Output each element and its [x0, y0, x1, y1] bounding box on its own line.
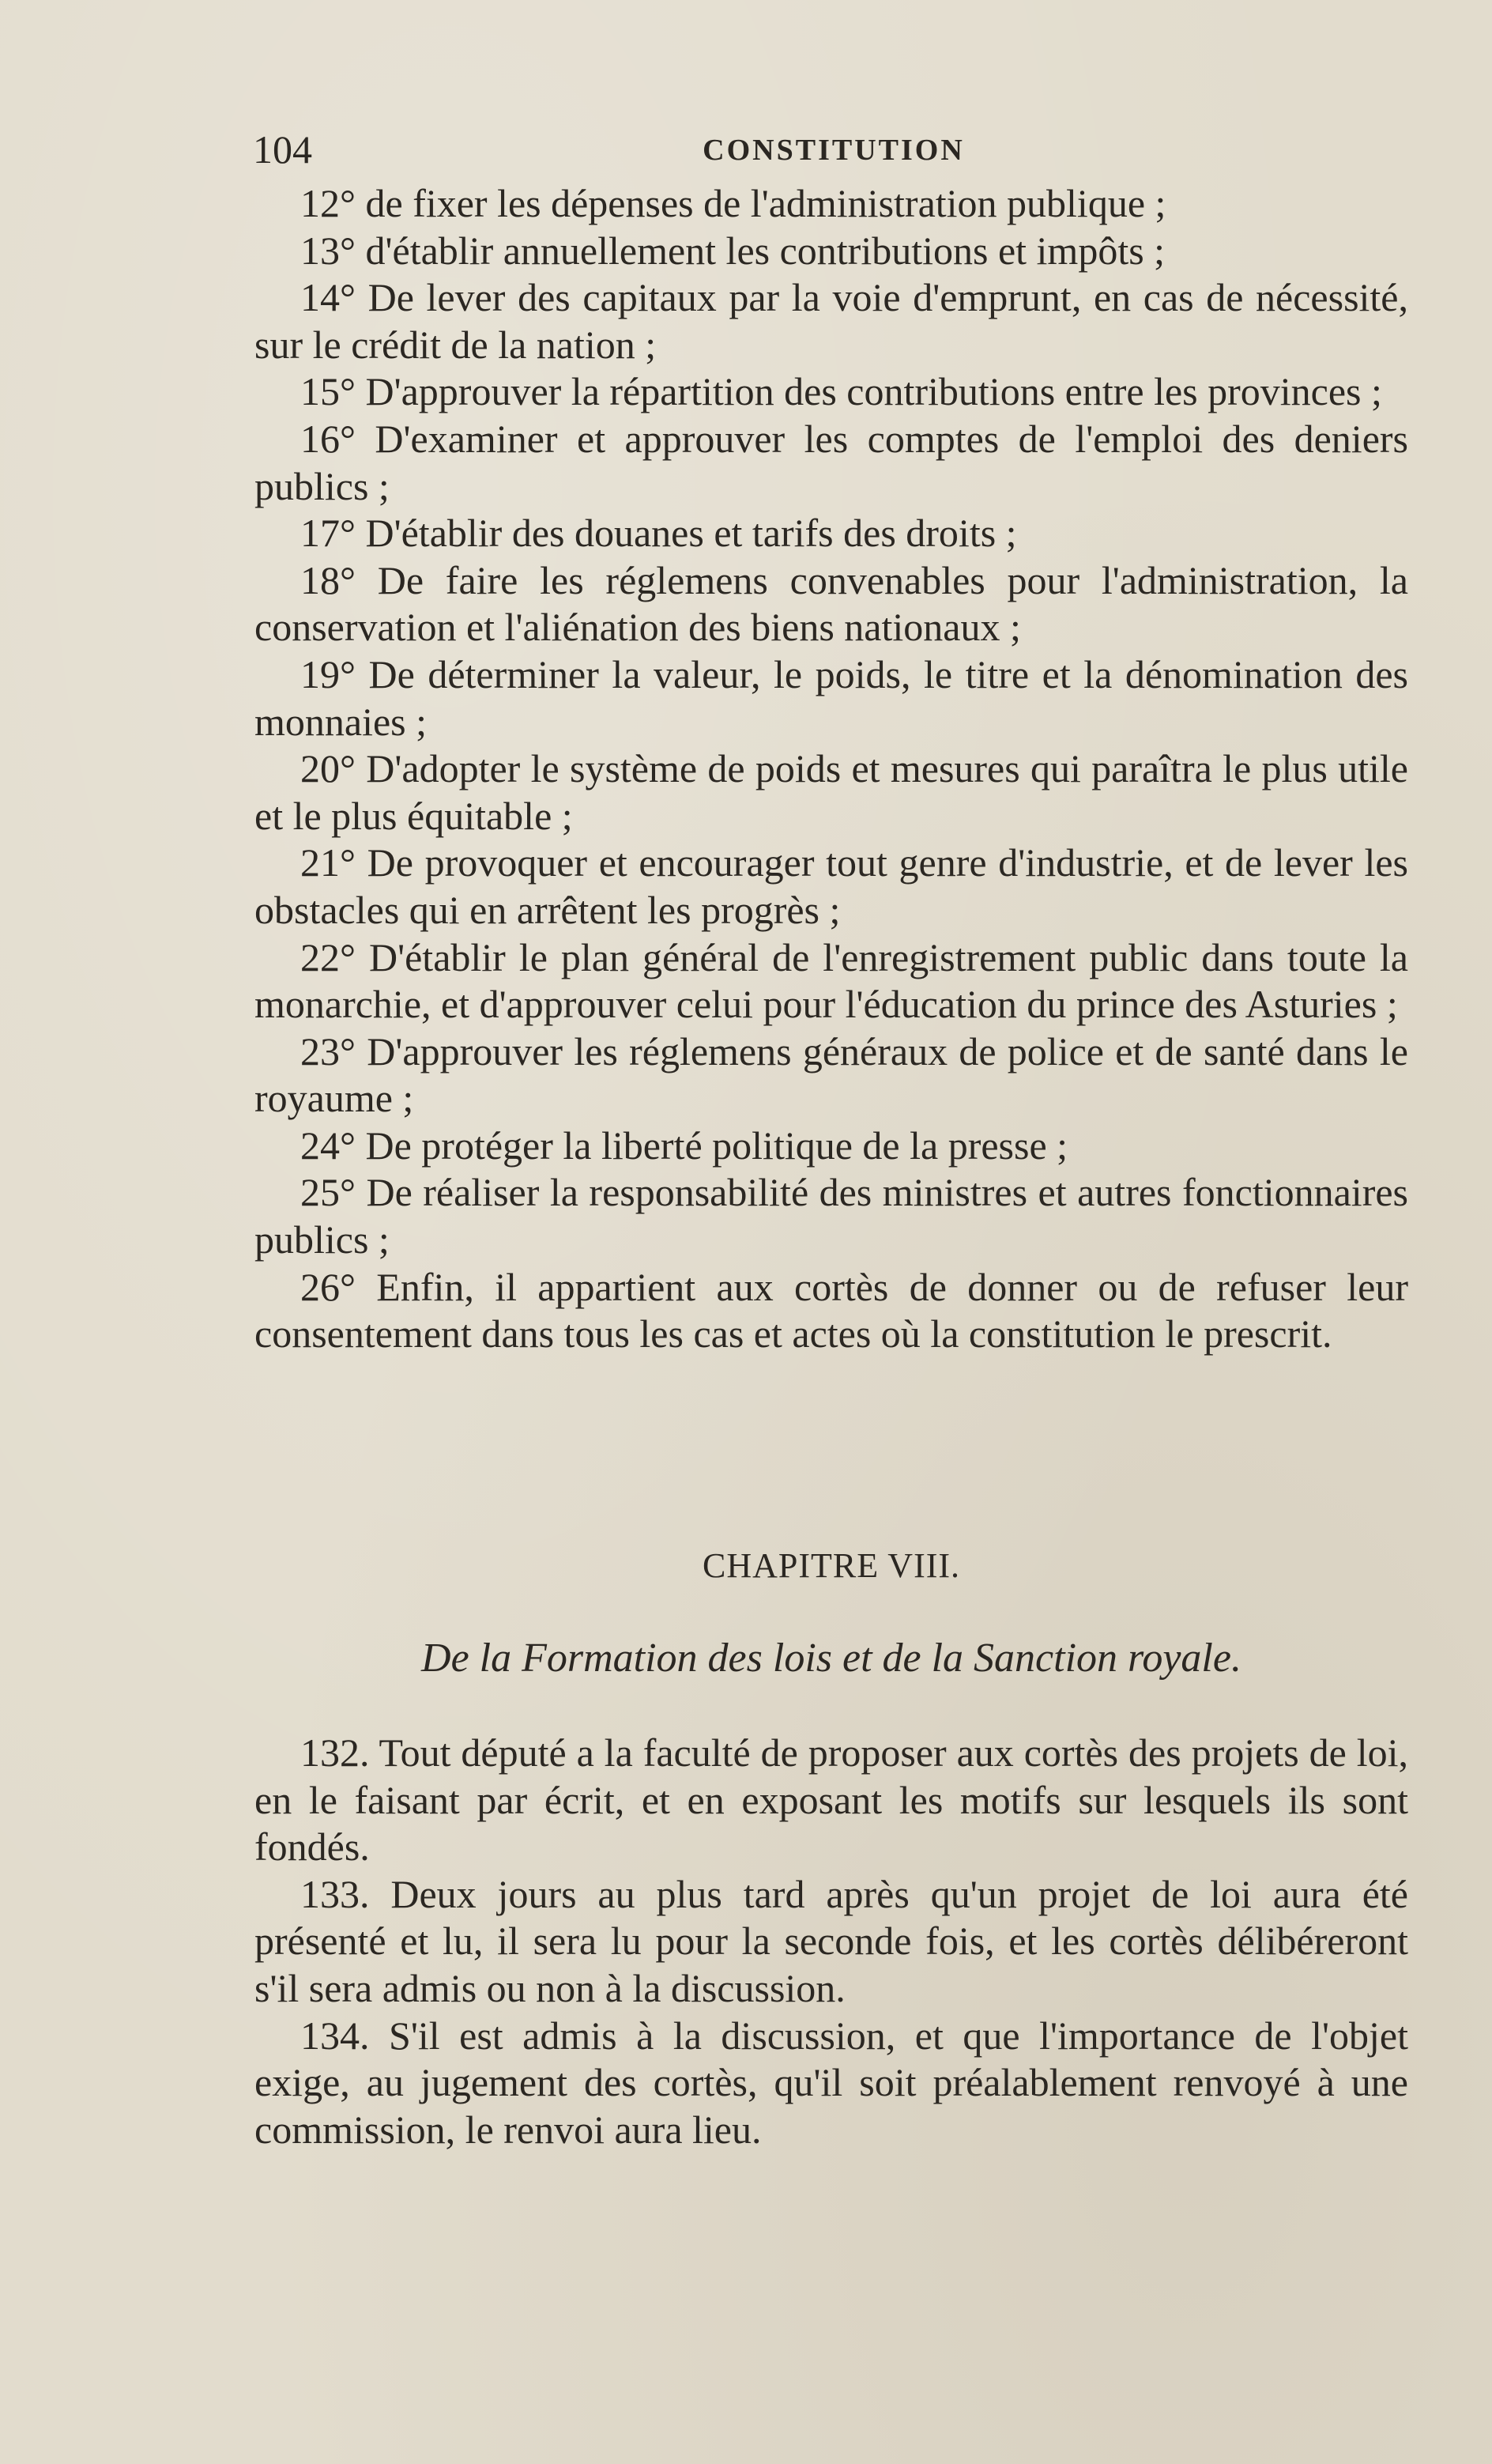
- list-item: 14° De lever des capitaux par la voie d'emprunt, en cas de nécessité, sur le crédit de la nation ;: [254, 275, 1408, 367]
- list-item: 25° De réaliser la responsabilité des ministres et autres fonctionnaires publics ;: [254, 1170, 1408, 1262]
- list-item: 15° D'approuver la répartition des contributions entre les provinces ;: [300, 369, 1382, 414]
- list-item: 23° D'approuver les réglemens généraux de police et de santé dans le royaume ;: [254, 1028, 1408, 1121]
- article-paragraph: 132. Tout député a la faculté de proposer aux cortès des projets de loi, en le faisant par écrit, et en exposant les motifs sur lesquels ils sont fondés.: [254, 1730, 1408, 1870]
- list-item: 17° D'établir des douanes et tarifs des droits ;: [300, 511, 1017, 556]
- page-header: [253, 126, 1415, 182]
- list-item: 16° D'examiner et approuver les comptes de l'emploi des deniers publics ;: [254, 416, 1408, 508]
- articles-section: [254, 1730, 1408, 2153]
- article-paragraph: 134. S'il est admis à la discussion, et que l'importance de l'objet exige, au jugement des cortès, qu'il soit préalablement renvoyé à une commission, le renvoi aura lieu.: [254, 2013, 1408, 2152]
- list-item: 19° De déterminer la valeur, le poids, le titre et la dénomination des monnaies ;: [254, 651, 1408, 744]
- list-item: 21° De provoquer et encourager tout genre d'industrie, et de lever les obstacles qui en arrêtent les progrès ;: [254, 840, 1408, 932]
- list-item: 22° D'établir le plan général de l'enregistrement public dans toute la monarchie, et d'approuver celui pour l'éducation du prince des Asturies ;: [254, 934, 1408, 1027]
- list-item: 12° de fixer les dépenses de l'administration publique ;: [300, 181, 1166, 225]
- chapter-subtitle: De la Formation des lois et de la Sanction royale.: [421, 1636, 1241, 1681]
- powers-list: [254, 180, 1408, 1358]
- list-item: 24° De protéger la liberté politique de la presse ;: [300, 1123, 1068, 1168]
- page-number: 104: [253, 127, 312, 172]
- chapter-title: CHAPITRE VIII.: [702, 1546, 961, 1585]
- running-title: CONSTITUTION: [703, 134, 965, 167]
- list-item: 13° d'établir annuellement les contributions et impôts ;: [300, 228, 1166, 273]
- list-item: 26° Enfin, il appartient aux cortès de donner ou de refuser leur consentement dans tous les cas et actes où la constitution le prescrit.: [254, 1264, 1408, 1357]
- list-item: 18° De faire les réglemens convenables pour l'administration, la conservation et l'aliénation des biens nationaux ;: [254, 557, 1408, 650]
- article-paragraph: 133. Deux jours au plus tard après qu'un projet de loi aura été présenté et lu, il sera lu pour la seconde fois, et les cortès délibéreront s'il sera admis ou non à la discussion.: [254, 1871, 1408, 2010]
- list-item: 20° D'adopter le système de poids et mesures qui paraîtra le plus utile et le plus équitable ;: [254, 746, 1408, 838]
